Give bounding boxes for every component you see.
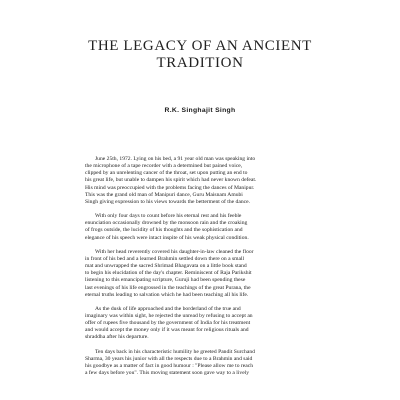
author-byline: R.K. Singhajit Singh	[164, 107, 236, 114]
text-line: last evenings of his life engrossed in the teachings of the great Purana, the	[85, 284, 251, 291]
article-title	[0, 38, 400, 72]
paragraph	[85, 249, 337, 299]
paragraph	[85, 213, 337, 242]
title-line-2: TRADITION	[156, 55, 244, 71]
text-line: elegance of his speech were intact inspite of his weak physical condition.	[85, 234, 249, 241]
paragraph	[85, 349, 337, 378]
text-line: in front of his bed and a learned Brahmin settled down there on a small	[85, 255, 245, 262]
text-line: With her head reverently covered his daughter-in-law cleaned the floor	[95, 248, 254, 255]
text-line: As the dusk of life approached and the borderland of the true and	[95, 305, 241, 312]
text-line: mat and unwrapped the sacred Shrimad Bhagavata on a little book stand	[85, 263, 247, 270]
text-line: With only four days to count before his eternal rest and his feeble	[95, 213, 242, 220]
text-line: his great life, but unable to dampen his spirit which had never known defeat.	[85, 177, 257, 184]
text-line: enunciation occasionally drowned by the monsoon rain and the croaking	[85, 220, 248, 227]
text-line: clipped by an unrelenting cancer of the throat, set upon putting an end to	[85, 170, 248, 177]
text-line: Singh giving expression to his views towards the betterment of the dance.	[85, 198, 250, 205]
title-line-1: THE LEGACY OF AN ANCIENT	[88, 38, 312, 54]
article-body	[85, 156, 337, 377]
text-line: offer of rupees five thousand by the government of India for his treatment	[85, 320, 251, 327]
text-line: the microphone of a tape recorder with a determined but pained voice,	[85, 163, 243, 170]
text-line: imaginary was within sight, he rejected the unread by refusing to accept an	[85, 312, 253, 319]
text-line: to begin his elucidation of the day's chapter. Reminiscent of Raja Parikshit	[85, 270, 252, 277]
text-line: June 25th, 1972. Lying on his bed, a 91 year old man was speaking into	[95, 156, 256, 162]
text-line: This was the grand old man of Manipuri dance, Guru Maisnam Amubi	[85, 191, 243, 198]
text-line: of frogs outside, the lucidity of his thoughts and the sophistication and	[85, 227, 243, 234]
text-line: and would accept the money only if it was meant for religious rituals and	[85, 327, 249, 334]
text-line: his goodbye as a matter of fact in good humour : "Please allow me to reach	[85, 362, 254, 369]
text-line: a few days before you". This moving statement soon gave way to a lively	[85, 370, 250, 377]
paragraph	[85, 156, 337, 206]
paragraph	[85, 306, 337, 342]
text-line: shraddha after his departure.	[85, 334, 149, 341]
text-line: Ten days back in his characteristic humility he greeted Pandit Surchand	[95, 348, 255, 355]
text-line: eternal truths leading to salvation which he had been teaching all his life.	[85, 291, 249, 298]
text-line: Sharma, 30 years his junior with all the respects due to a Brahmin and said	[85, 355, 253, 362]
text-line: His mind was preoccupied with the problems facing the dances of Manipur.	[85, 184, 255, 191]
text-line: listening to this emancipating scripture, Guruji had been spending these	[85, 277, 246, 284]
